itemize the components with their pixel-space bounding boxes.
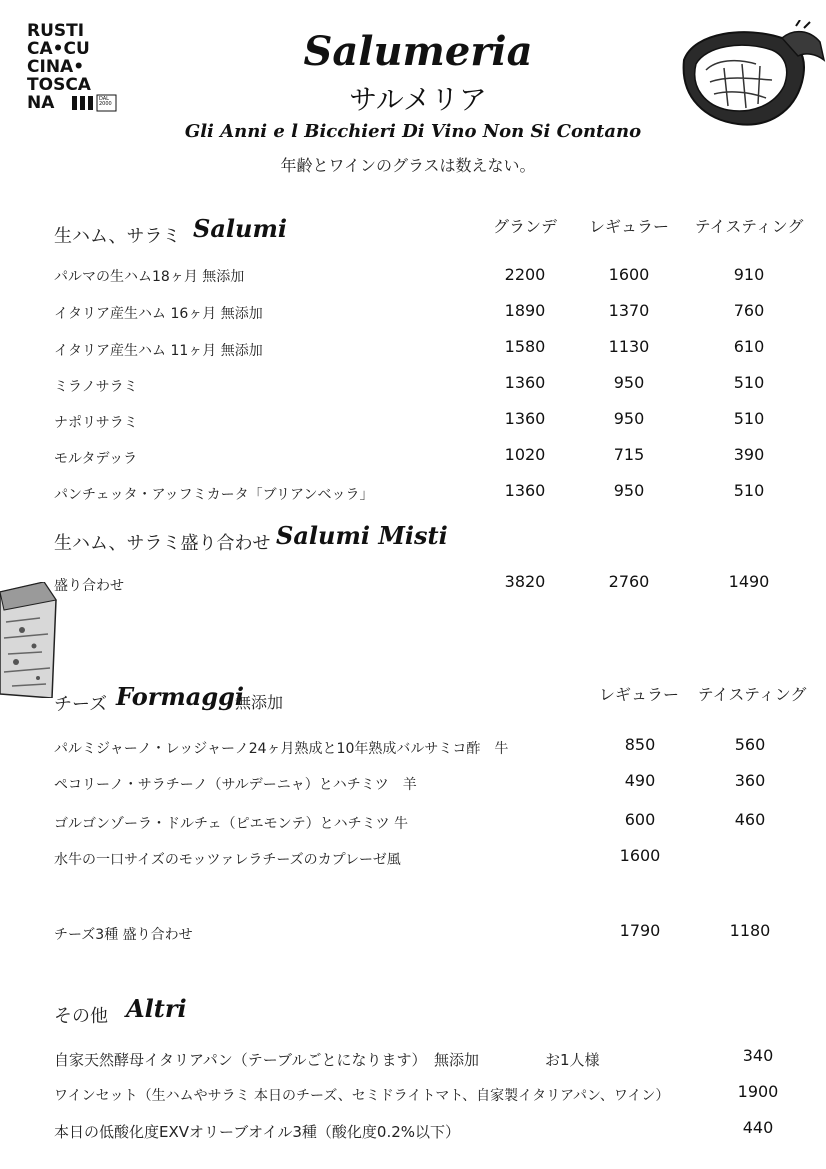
motto-japanese: 年齢とワインのグラスは数えない。: [280, 156, 536, 175]
price: 340: [742, 1046, 774, 1065]
price-grande: 1360: [504, 481, 546, 500]
item-name: 水牛の一口サイズのモッツァレラチーズのカプレーゼ風: [54, 852, 401, 868]
altri-heading-it: Altri: [126, 994, 187, 1023]
item-name: パルミジャーノ・レッジャーノ24ヶ月熟成と10年熟成バルサミコ酢 牛: [54, 741, 509, 757]
price-tasting: 560: [734, 735, 766, 754]
item-name: ミラノサラミ: [54, 379, 138, 395]
price-grande: 3820: [504, 572, 546, 591]
price-regular: 1600: [608, 265, 650, 284]
item-name: イタリア産生ハム 11ヶ月 無添加: [54, 343, 263, 359]
cheese-illustration-icon: [0, 582, 58, 698]
item-name: ワインセット（生ハムやサラミ 本日のチーズ、セミドライトマト、自家製イタリアパン、ワイン）: [54, 1088, 670, 1104]
price: 440: [742, 1118, 774, 1137]
salumi-heading-jp: 生ハム、サラミ: [54, 226, 181, 247]
price-tasting: 910: [733, 265, 765, 284]
price-tasting: 510: [733, 409, 765, 428]
price-tasting: 460: [734, 810, 766, 829]
logo-row-4: TOSCA: [27, 75, 91, 95]
price-regular: 950: [613, 481, 645, 500]
price-tasting: 510: [733, 373, 765, 392]
salumi-misti-heading-jp: 生ハム、サラミ盛り合わせ: [54, 533, 271, 554]
item-name: ゴルゴンゾーラ・ドルチェ（ピエモンテ）とハチミツ 牛: [54, 816, 409, 832]
price-regular: 850: [624, 735, 656, 754]
price-tasting: 360: [734, 771, 766, 790]
item-name: パルマの生ハム18ヶ月 無添加: [54, 269, 245, 285]
logo-row-3: CINA•: [27, 57, 85, 77]
logo-small-text: DAL 2000: [99, 96, 112, 107]
price-regular: 1790: [619, 921, 661, 940]
price-regular: 1600: [619, 846, 661, 865]
item-name: 盛り合わせ: [54, 578, 124, 594]
price-tasting: 760: [733, 301, 765, 320]
price-regular: 715: [613, 445, 645, 464]
price-tasting: 1180: [729, 921, 771, 940]
formaggi-note: 無添加: [235, 693, 284, 712]
item-name: ナポリサラミ: [54, 415, 138, 431]
item-unit: お1人様: [545, 1051, 600, 1069]
item-name: チーズ3種 盛り合わせ: [54, 927, 193, 943]
price-tasting: 610: [733, 337, 765, 356]
price: 1900: [737, 1082, 779, 1101]
price-tasting: 510: [733, 481, 765, 500]
column-header-regular: レギュラー: [588, 217, 669, 236]
item-name: 本日の低酸化度EXVオリーブオイル3種（酸化度0.2%以下）: [54, 1123, 461, 1141]
price-regular: 600: [624, 810, 656, 829]
price-regular: 950: [613, 373, 645, 392]
price-grande: 1580: [504, 337, 546, 356]
item-name: パンチェッタ・アッフミカータ「ブリアンベッラ」: [54, 487, 374, 503]
price-regular: 950: [613, 409, 645, 428]
logo-row-2: CA•CU: [27, 39, 90, 59]
price-grande: 1360: [504, 409, 546, 428]
logo-row-1: RUSTI: [27, 21, 85, 41]
formaggi-heading-it: Formaggi: [116, 682, 245, 711]
item-name: モルタデッラ: [54, 451, 138, 467]
logo-row-5: NA: [27, 93, 55, 113]
column-header-grande: グランデ: [492, 217, 557, 236]
formaggi-heading-jp: チーズ: [54, 694, 108, 715]
salumi-heading-it: Salumi: [193, 214, 287, 243]
column-header-tasting: テイスティング: [697, 685, 807, 704]
price-grande: 1890: [504, 301, 546, 320]
price-grande: 1020: [504, 445, 546, 464]
motto: Gli Anni e l Bicchieri Di Vino Non Si Contano: [184, 121, 642, 142]
price-grande: 2200: [504, 265, 546, 284]
price-regular: 1130: [608, 337, 650, 356]
column-header-tasting: テイスティング: [694, 217, 804, 236]
item-name: 自家天然酵母イタリアパン（テーブルごとになります） 無添加: [54, 1051, 479, 1069]
price-regular: 1370: [608, 301, 650, 320]
price-grande: 1360: [504, 373, 546, 392]
salumi-misti-heading-it: Salumi Misti: [276, 521, 448, 550]
item-name: イタリア産生ハム 16ヶ月 無添加: [54, 306, 263, 322]
price-tasting: 390: [733, 445, 765, 464]
page-title: Salumeria: [303, 28, 533, 75]
price-tasting: 1490: [728, 572, 770, 591]
page-subtitle: サルメリア: [349, 83, 487, 116]
column-header-regular: レギュラー: [598, 685, 679, 704]
price-regular: 490: [624, 771, 656, 790]
item-name: ペコリーノ・サラチーノ（サルデーニャ）とハチミツ 羊: [54, 777, 417, 793]
price-regular: 2760: [608, 572, 650, 591]
altri-heading-jp: その他: [54, 1006, 108, 1027]
